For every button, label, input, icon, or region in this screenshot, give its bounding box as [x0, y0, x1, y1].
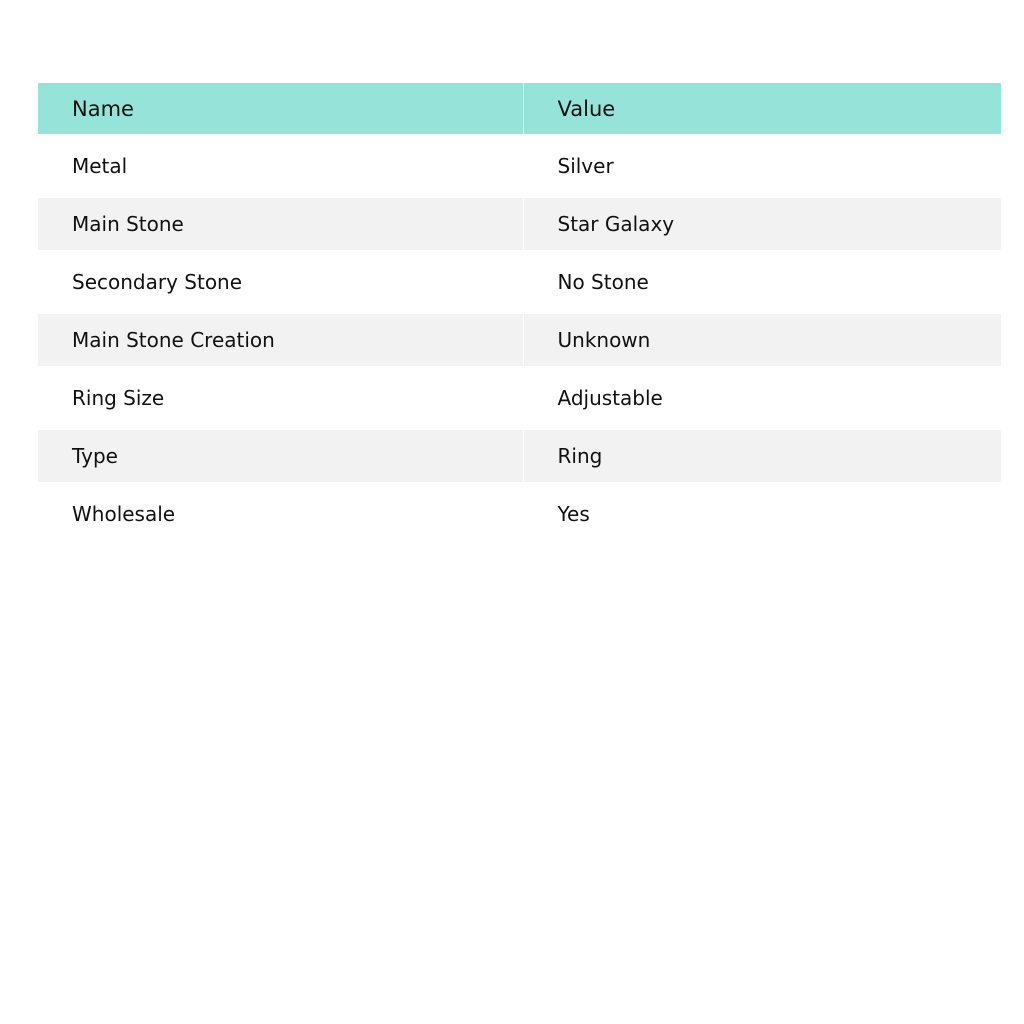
row-name-cell: Main Stone — [38, 198, 523, 250]
row-value-cell: Unknown — [523, 314, 1001, 366]
row-name-cell: Secondary Stone — [38, 250, 523, 314]
column-header-name: Name — [38, 83, 523, 134]
row-name-cell: Ring Size — [38, 366, 523, 430]
table-row — [38, 134, 1001, 198]
row-name-cell: Metal — [38, 134, 523, 198]
row-value-cell: Yes — [523, 482, 1001, 546]
row-value-cell: No Stone — [523, 250, 1001, 314]
column-header-value: Value — [523, 83, 1001, 134]
row-name-cell: Wholesale — [38, 482, 523, 546]
table-row — [38, 366, 1001, 430]
header-row — [38, 83, 1001, 134]
row-value-cell: Adjustable — [523, 366, 1001, 430]
table-header — [38, 83, 1001, 134]
table-row — [38, 314, 1001, 366]
table-row — [38, 430, 1001, 482]
table-row — [38, 482, 1001, 546]
spec-table — [38, 83, 1001, 546]
row-name-cell: Type — [38, 430, 523, 482]
row-name-cell: Main Stone Creation — [38, 314, 523, 366]
table-body — [38, 134, 1001, 546]
row-value-cell: Silver — [523, 134, 1001, 198]
row-value-cell: Star Galaxy — [523, 198, 1001, 250]
row-value-cell: Ring — [523, 430, 1001, 482]
table-row — [38, 250, 1001, 314]
table-row — [38, 198, 1001, 250]
